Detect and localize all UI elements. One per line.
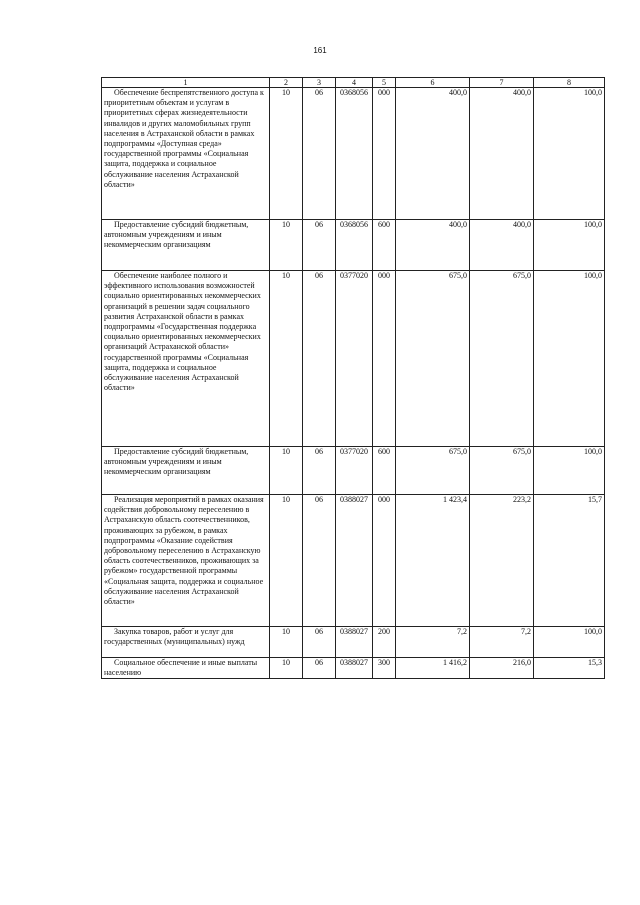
page-number: 161 <box>313 46 327 55</box>
cell-percent: 15,7 <box>534 495 605 627</box>
cell-target-article: 0377020 <box>336 447 373 495</box>
cell-planned: 400,0 <box>396 88 470 220</box>
cell-planned: 1 423,4 <box>396 495 470 627</box>
row-description: Обеспечение наиболее полного и эффективного использования возможностей социально ориентированных некоммерческих организаций в решении задач социального развития Астраханской области в рамках подпрограммы «Государственная поддержка социально ориентированных некоммерческих организаций Астраханской области» государственной программы «Социальная защита, поддержка и социальное обслуживание населения Астраханской области» <box>102 271 270 447</box>
cell-executed: 675,0 <box>470 447 534 495</box>
row-description: Реализация мероприятий в рамках оказания содействия добровольному переселению в Астраханскую область соотечественников, проживающих за рубежом, в рамках подпрограммы «Оказание содействия добровольному переселению в Астраханскую область соотечественников, проживающих за рубежом» государственной программы «Социальная защита, поддержка и социальное обслуживание населения Астраханской области» <box>102 495 270 627</box>
cell-section: 10 <box>270 658 303 679</box>
cell-section: 10 <box>270 88 303 220</box>
cell-executed: 223,2 <box>470 495 534 627</box>
cell-target-article: 0368056 <box>336 220 373 271</box>
cell-percent: 100,0 <box>534 220 605 271</box>
budget-table <box>101 77 605 679</box>
column-header: 1 <box>102 78 270 88</box>
column-header: 7 <box>470 78 534 88</box>
column-header: 8 <box>534 78 605 88</box>
cell-planned: 675,0 <box>396 271 470 447</box>
cell-expense-type: 200 <box>373 627 396 658</box>
cell-executed: 400,0 <box>470 88 534 220</box>
cell-expense-type: 600 <box>373 220 396 271</box>
table-row <box>102 447 605 495</box>
cell-percent: 100,0 <box>534 627 605 658</box>
cell-target-article: 0377020 <box>336 271 373 447</box>
cell-executed: 675,0 <box>470 271 534 447</box>
cell-subsection: 06 <box>303 88 336 220</box>
cell-target-article: 0368056 <box>336 88 373 220</box>
cell-executed: 7,2 <box>470 627 534 658</box>
column-header: 6 <box>396 78 470 88</box>
cell-planned: 7,2 <box>396 627 470 658</box>
cell-target-article: 0388027 <box>336 658 373 679</box>
cell-planned: 1 416,2 <box>396 658 470 679</box>
cell-section: 10 <box>270 271 303 447</box>
cell-executed: 216,0 <box>470 658 534 679</box>
row-description: Социальное обеспечение и иные выплаты населению <box>102 658 270 679</box>
cell-executed: 400,0 <box>470 220 534 271</box>
cell-subsection: 06 <box>303 447 336 495</box>
table-row <box>102 271 605 447</box>
cell-percent: 100,0 <box>534 88 605 220</box>
cell-expense-type: 000 <box>373 495 396 627</box>
cell-expense-type: 300 <box>373 658 396 679</box>
cell-percent: 100,0 <box>534 447 605 495</box>
cell-section: 10 <box>270 447 303 495</box>
row-description: Предоставление субсидий бюджетным, автономным учреждениям и иным некоммерческим организациям <box>102 447 270 495</box>
cell-percent: 100,0 <box>534 271 605 447</box>
table-row <box>102 88 605 220</box>
cell-section: 10 <box>270 627 303 658</box>
column-header: 3 <box>303 78 336 88</box>
cell-subsection: 06 <box>303 495 336 627</box>
table-row <box>102 658 605 679</box>
cell-target-article: 0388027 <box>336 627 373 658</box>
cell-target-article: 0388027 <box>336 495 373 627</box>
cell-subsection: 06 <box>303 220 336 271</box>
row-description: Предоставление субсидий бюджетным, автономным учреждениям и иным некоммерческим организациям <box>102 220 270 271</box>
cell-subsection: 06 <box>303 627 336 658</box>
cell-planned: 675,0 <box>396 447 470 495</box>
table-row <box>102 220 605 271</box>
cell-section: 10 <box>270 495 303 627</box>
row-description: Обеспечение беспрепятственного доступа к приоритетным объектам и услугам в приоритетных сферах жизнедеятельности инвалидов и других маломобильных групп населения в Астраханской области в рамках подпрограммы «Доступная среда» государственной программы «Социальная защита, поддержка и социальное обслуживание населения Астраханской области» <box>102 88 270 220</box>
cell-expense-type: 000 <box>373 88 396 220</box>
cell-planned: 400,0 <box>396 220 470 271</box>
cell-section: 10 <box>270 220 303 271</box>
cell-subsection: 06 <box>303 658 336 679</box>
column-header: 5 <box>373 78 396 88</box>
table-row <box>102 627 605 658</box>
cell-percent: 15,3 <box>534 658 605 679</box>
column-header: 4 <box>336 78 373 88</box>
column-header: 2 <box>270 78 303 88</box>
row-description: Закупка товаров, работ и услуг для государственных (муниципальных) нужд <box>102 627 270 658</box>
cell-expense-type: 000 <box>373 271 396 447</box>
table-header-row <box>102 78 605 88</box>
table-row <box>102 495 605 627</box>
cell-expense-type: 600 <box>373 447 396 495</box>
cell-subsection: 06 <box>303 271 336 447</box>
